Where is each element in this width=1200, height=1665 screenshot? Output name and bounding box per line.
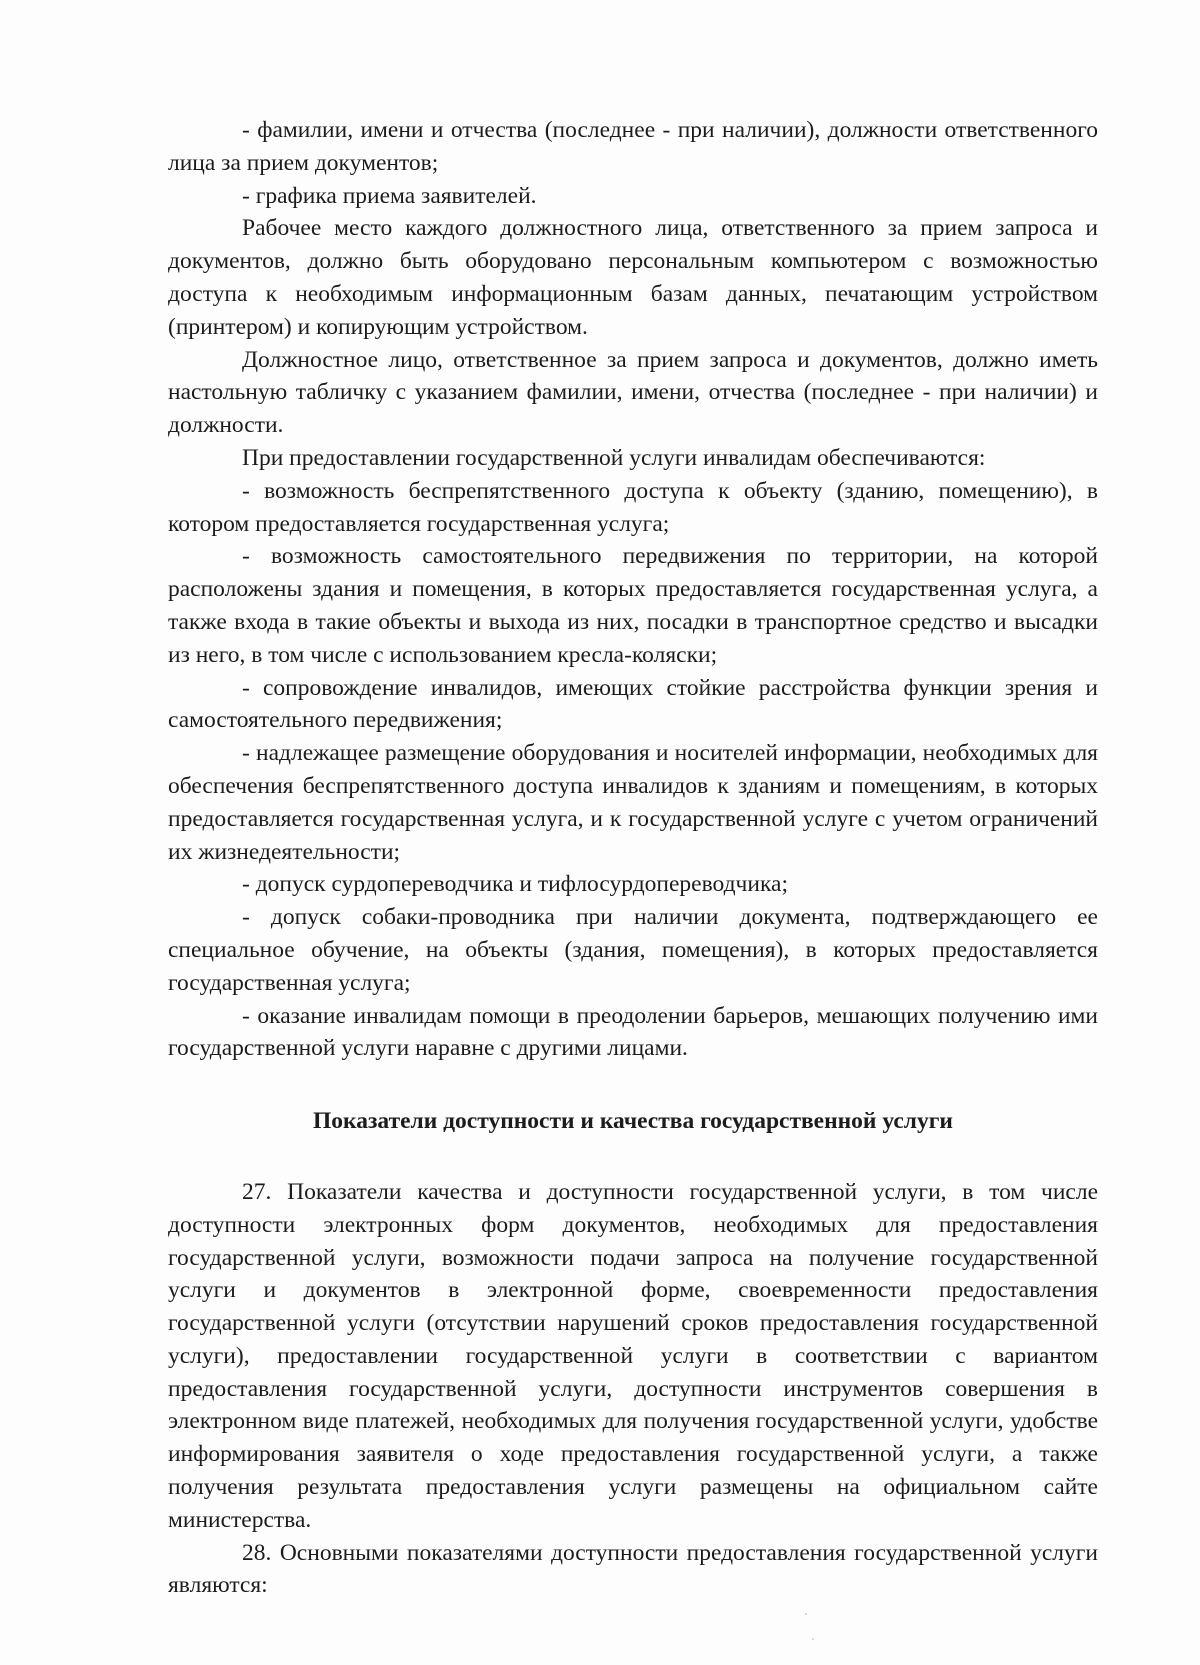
paragraph: - оказание инвалидам помощи в преодолении барьеров, мешающих получению ими государственной услуги наравне с другими лицами. [168,1002,1098,1062]
document-body [168,114,1098,1602]
paragraph: 27. Показатели качества и доступности государственной услуги, в том числе доступности электронных форм документов, необходимых для предоставления государственной услуги, возможности подачи запроса на получение государственной услуги и документов в электронной форме, своевременности предоставления государственной услуги (отсутствии нарушений сроков предоставления государственной услуги), предоставлении государственной услуги в соответствии с вариантом предоставления государственной услуги, доступности инструментов совершения в электронном виде платежей, необходимых для получения государственной услуги, удобстве информирования заявителя о ходе предоставления государственной услуги, а также получения результата предоставления услуги размещены на официальном сайте министерства. [168,1178,1098,1533]
paragraph: - фамилии, имени и отчества (последнее - при наличии), должности ответственного лица за прием документов; [168,117,1098,176]
paragraph: - сопровождение инвалидов, имеющих стойкие расстройства функции зрения и самостоятельного передвижения; [168,674,1098,734]
paragraph: - возможность самостоятельного передвижения по территории, на которой расположены здания и помещения, в которых предоставляется государственная услуга, а также входа в такие объекты и выхода из них, посадки в транспортное средство и высадки из него, в том числе с использованием кресла-коляски; [168,543,1098,668]
section-heading: Показатели доступности и качества государственной услуги [313,1108,953,1135]
paragraph: - допуск собаки-проводника при наличии документа, подтверждающего ее специальное обучение, на объекты (здания, помещения), в которых предоставляется государственная услуга; [168,904,1098,996]
paragraph: - допуск сурдопереводчика и тифлосурдопереводчика; [242,871,788,898]
scan-speck [812,1638,814,1640]
paragraph: При предоставлении государственной услуги инвалидам обеспечиваются: [242,444,986,471]
paragraph: Должностное лицо, ответственное за прием запроса и документов, должно иметь настольную табличку с указанием фамилии, имени, отчества (последнее - при наличии) и должности. [168,346,1098,439]
paragraph: - графика приема заявителей. [242,182,537,209]
paragraph: 28. Основными показателями доступности предоставления государственной услуги являются: [168,1539,1098,1599]
paragraph: - надлежащее размещение оборудования и носителей информации, необходимых для обеспечения беспрепятственного доступа инвалидов к зданиям и помещениям, в которых предоставляется государственная услуга, и к государственной услуге с учетом ограничений их жизнедеятельности; [168,740,1098,865]
scan-speck [805,1613,807,1615]
paragraph: - возможность беспрепятственного доступа к объекту (зданию, помещению), в котором предоставляется государственная услуга; [168,477,1098,537]
paragraph: Рабочее место каждого должностного лица, ответственного за прием запроса и документов, должно быть оборудовано персональным компьютером с возможностью доступа к необходимым информационным базам данных, печатающим устройством (принтером) и копирующим устройством. [168,215,1098,340]
